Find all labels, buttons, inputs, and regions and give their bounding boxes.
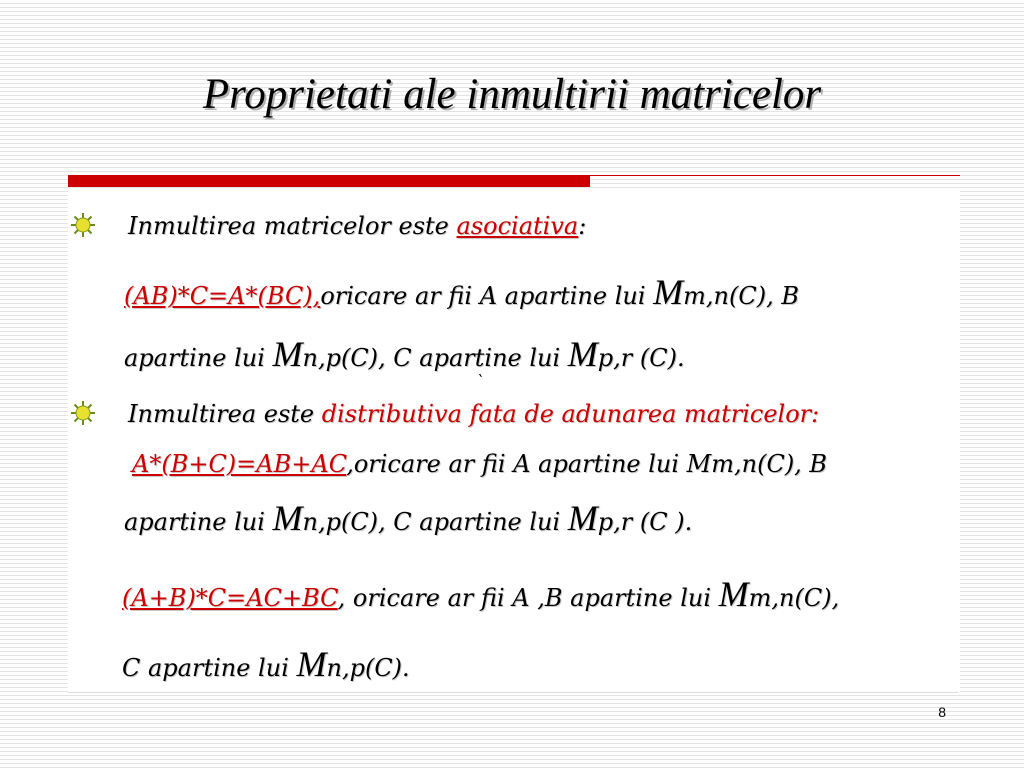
distributivity-formula-left: A*(B+C)=AB+AC [132,450,347,478]
distributivity-formula-line-4 [122,644,410,684]
title-divider-line [590,175,960,176]
sun-icon [70,400,96,426]
distributivity-formula-line-2 [124,498,693,538]
matrix-set-symbol: M [567,334,598,374]
associativity-formula-line-2 [124,334,685,374]
bullet-intro: Inmultirea este [128,400,322,428]
colon: : [578,212,587,240]
matrix-set-subscript: n,p(C), C apartine lui [302,508,568,536]
bullet-text-distributivity [128,398,819,430]
matrix-set-subscript: m,n(C), [748,584,840,612]
matrix-set-symbol: M [653,272,684,312]
sun-icon [70,212,96,238]
matrix-set-subscript: n,p(C), C apartine lui [302,344,568,372]
bullet-text-associativity [128,210,586,242]
title-divider-bar [68,175,590,187]
formula-text: apartine lui [124,508,273,536]
associativity-formula: (AB)*C=A*(BC), [124,282,321,310]
matrix-set-symbol: M [718,574,749,614]
formula-text: , oricare ar fii A ,B apartine lui [337,584,719,612]
matrix-set-symbol: M [272,498,303,538]
distributivity-formula-line-3 [122,574,840,614]
matrix-set-symbol: M [296,644,327,684]
formula-text: oricare ar fii A apartine lui [320,282,654,310]
stray-tick-mark: ` [476,372,484,391]
formula-text: ,oricare ar fii A apartine lui Mm,n(C), B [346,450,828,478]
keyword-associativa: asociativa [456,212,579,240]
distributivity-formula-line-1 [132,448,827,480]
slide-title: Proprietati ale inmultirii matricelor [202,71,822,118]
formula-text: C apartine lui [122,654,297,682]
keyword-distributiva: distributiva fata de adunarea matricelor: [321,400,820,428]
content-area [68,190,960,692]
matrix-set-subscript: p,r (C ). [597,508,693,536]
distributivity-formula-right: (A+B)*C=AC+BC [122,584,338,612]
associativity-formula-line-1 [124,272,799,312]
formula-text: apartine lui [124,344,273,372]
matrix-set-subscript: p,r (C). [597,344,685,372]
matrix-set-subscript: n,p(C). [326,654,410,682]
matrix-set-symbol: M [272,334,303,374]
page-number: 8 [938,704,946,720]
bullet-intro: Inmultirea matricelor este [128,212,457,240]
matrix-set-subscript: m,n(C), B [683,282,799,310]
footer-divider [68,692,958,693]
matrix-set-symbol: M [567,498,598,538]
